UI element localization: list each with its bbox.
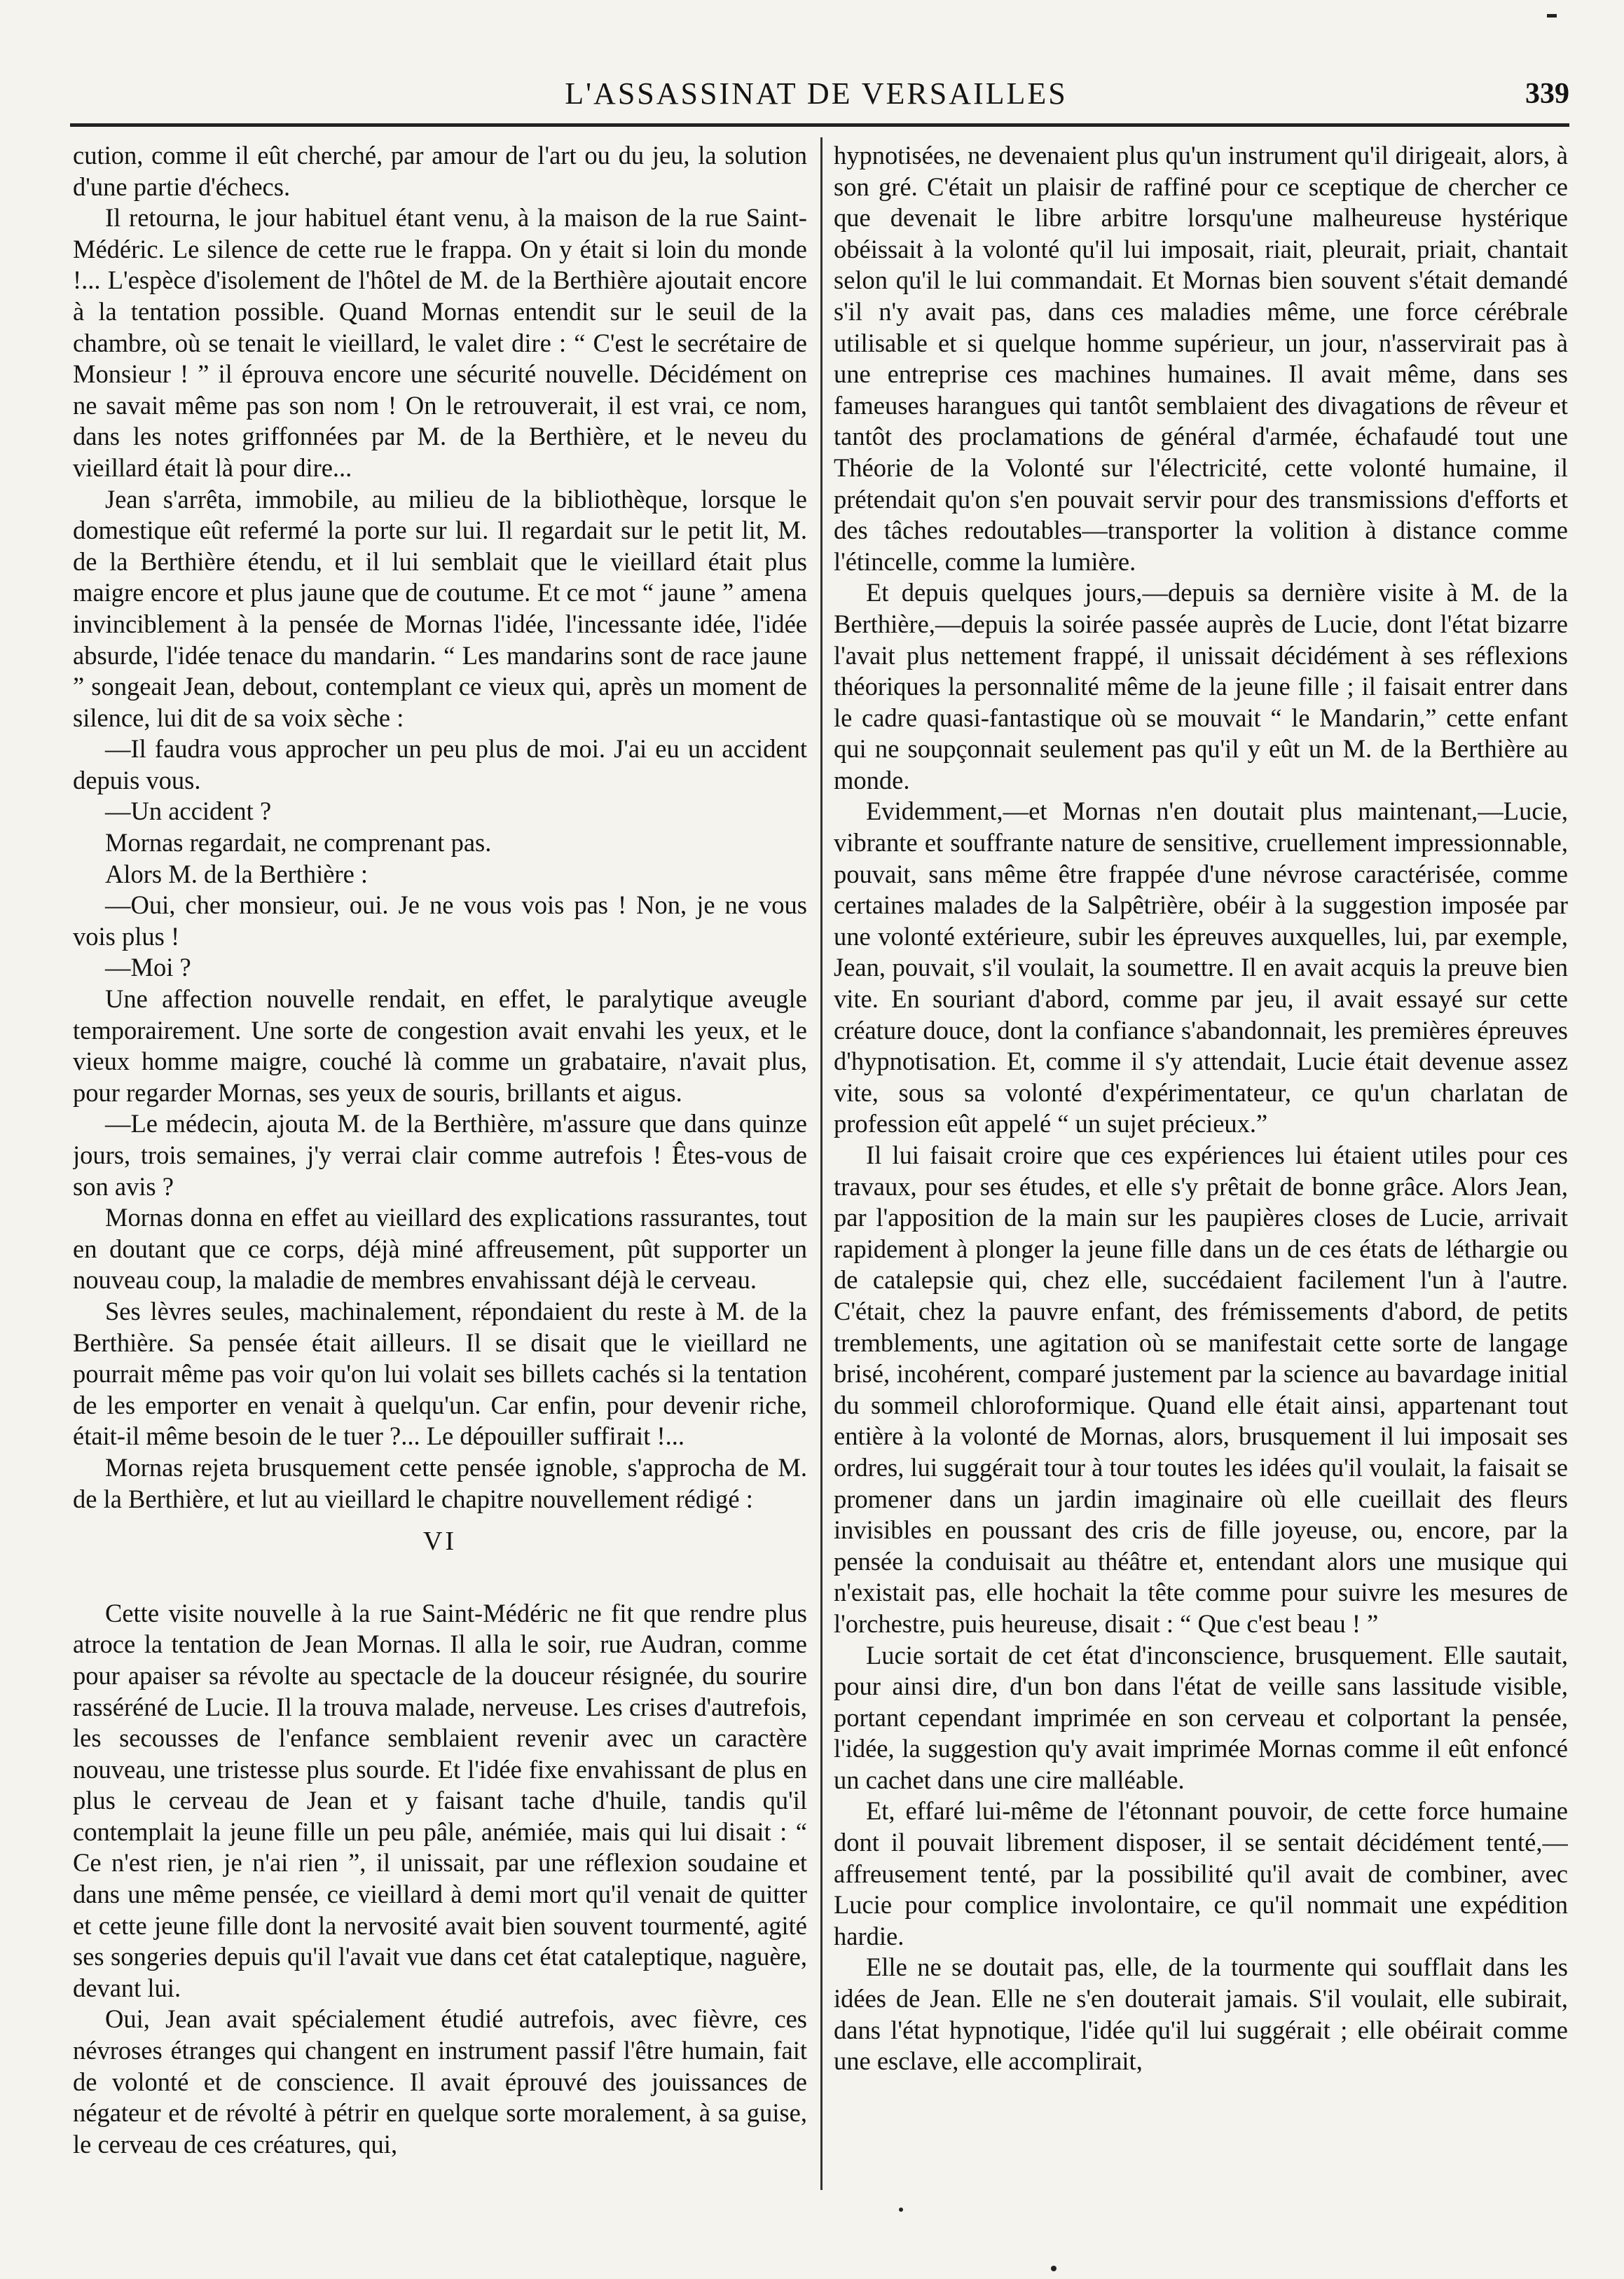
- paragraph: Mornas regardait, ne comprenant pas.: [105, 828, 492, 858]
- paragraph: —Un accident ?: [105, 797, 272, 826]
- left-column: [73, 140, 807, 2193]
- paragraph: Il lui faisait croire que ces expériences lui étaient utiles pour ces travaux, pour ses études, et elle s'y prêtait de bonne grâce. Alors Jean, par l'apposition de la main sur les paupières closes de Lucie, arrivait rapidement à plonger la jeune fille dans un de ces états de léthargie ou de catalepsie qui, chez elle, succédaient facilement l'un à l'autre. C'était, chez la pauvre enfant, des frémissements d'abord, de petits tremblements, une agitation où se manifestait cette sorte de langage brisé, incohérent, comparé justement par la science au bavardage initial du sommeil chloroformique. Quand elle était ainsi, appartenant tout entière à la volonté de Mornas, alors, brusquement il lui imposait ses ordres, lui suggérait tour à tour toutes les idées qu'il voulait, la faisait se promener dans un jardin imaginaire où elle cueillait des fleurs invisibles en poussant des cris de fille joyeuse, ou, encore, par la pensée la conduisait au théâtre et, entendant alors une musique qui n'existait pas, elle hochait la tête comme pour suivre les mesures de l'orchestre, puis heureuse, disait : “ Que c'est beau ! ”: [834, 1141, 1568, 1638]
- paragraph: cution, comme il eût cherché, par amour de l'art ou du jeu, la solution d'une partie d'échecs.: [73, 141, 807, 201]
- paragraph: Il retourna, le jour habituel étant venu, à la maison de la rue Saint-Médéric. Le silence de cette rue le frappa. On y était si loin du monde !... L'espèce d'isolement de l'hôtel de M. de la Berthière ajoutait encore à la tentation possible. Quand Mornas entendit sur le seuil de la chambre, où se tenait le vieillard, le valet dire : “ C'est le secrétaire de Monsieur ! ” il éprouva encore une sécurité nouvelle. Décidément on ne savait même pas son nom ! On le retrouverait, il est vrai, ce nom, dans les notes griffonnées par M. de la Berthière, et le neveu du vieillard était là pour dire...: [73, 203, 807, 482]
- paragraph: Et, effaré lui-même de l'étonnant pouvoir, de cette force humaine dont il pouvait librement disposer, il se sentait décidément tenté,—affreusement tenté, par la possibilité qu'il avait de combiner, avec Lucie pour complice involontaire, ce qu'il nommait une expédition hardie.: [834, 1796, 1568, 1950]
- column-rule: [820, 137, 823, 2190]
- paragraph: Mornas rejeta brusquement cette pensée ignoble, s'approcha de M. de la Berthière, et lut au vieillard le chapitre nouvellement rédigé :: [73, 1452, 807, 1513]
- paragraph: Elle ne se doutait pas, elle, de la tourmente qui soufflait dans les idées de Jean. Elle ne s'en douterait jamais. S'il voulait, elle subirait, dans l'état hypnotique, l'idée qu'il lui suggérait ; elle obéirait comme une esclave, elle accomplirait,: [834, 1953, 1568, 2076]
- paragraph: —Il faudra vous approcher un peu plus de moi. J'ai eu un accident depuis vous.: [73, 734, 807, 794]
- page-number: 339: [1525, 78, 1569, 110]
- running-title: L'ASSASSINAT DE VERSAILLES: [565, 76, 1068, 111]
- paragraph: Jean s'arrêta, immobile, au milieu de la bibliothèque, lorsque le domestique eût refermé la porte sur lui. Il regardait sur le petit lit, M. de la Berthière étendu, et il lui semblait que le vieillard était plus maigre encore et plus jaune que de coutume. Et ce mot “ jaune ” amena invinciblement à la pensée de Mornas l'idée, l'incessante idée, l'idée absurde, l'idée tenace du mandarin. “ Les mandarins sont de race jaune ” songeait Jean, debout, contemplant ce vieux qui, après un moment de silence, lui dit de sa voix sèche :: [73, 484, 807, 732]
- paragraph: —Le médecin, ajouta M. de la Berthière, m'assure que dans quinze jours, trois semaines, j'y verrai clair comme autrefois ! Êtes-vous de son avis ?: [73, 1109, 807, 1201]
- paragraph: Et depuis quelques jours,—depuis sa dernière visite à M. de la Berthière,—depuis la soirée passée auprès de Lucie, dont l'état bizarre l'avait plus nettement frappé, il unissait décidément à ses réflexions théoriques la personnalité même de la jeune fille ; il faisait entrer dans le cadre quasi-fantastique où se mouvait “ le Mandarin,” cette enfant qui ne soupçonnait seulement pas qu'il y eût un M. de la Berthière au monde.: [834, 578, 1568, 794]
- paragraph: Lucie sortait de cet état d'inconscience, brusquement. Elle sautait, pour ainsi dire, d'un bon dans l'état de veille sans lassitude visible, portant cependant imprimée en son cerveau et colportant la pensée, l'idée, la suggestion qu'y avait imprimée Mornas comme il eût enfoncé un cachet dans une cire malléable.: [834, 1640, 1568, 1794]
- ink-speck-top: [1547, 14, 1557, 18]
- paragraph: hypnotisées, ne devenaient plus qu'un instrument qu'il dirigeait, alors, à son gré. C'était un plaisir de raffiné pour ce sceptique de chercher ce que devenait le libre arbitre lorsqu'une malheureuse hystérique obéissait à la volonté qu'il lui imposait, riait, pleurait, priait, chantait selon qu'il le lui commandait. Et Mornas bien souvent s'était demandé s'il n'y avait pas, dans ces maladies même, une force cérébrale utilisable et si quelque homme supérieur, un jour, n'asservirait pas à une entreprise ces machines humaines. Il avait même, dans ses fameuses harangues qui tantôt semblaient des divagations de rêveur et tantôt des proclamations de général d'armée, échafaudé tout une Théorie de la Volonté sur l'électricité, cette volonté humaine, il prétendait qu'on s'en pouvait servir pour des transmissions d'efforts et des tâches redoutables—transporter la volition à distance comme l'étincelle, comme la lumière.: [834, 141, 1568, 576]
- paragraph: Ses lèvres seules, machinalement, répondaient du reste à M. de la Berthière. Sa pensée était ailleurs. Il se disait que le vieillard ne pourrait même pas voir qu'on lui volait ses billets cachés si la tentation de les emporter en venait à quelqu'un. Car enfin, pour devenir riche, était-il même besoin de le tuer ?... Le dépouiller suffirait !...: [73, 1296, 807, 1451]
- paragraph: Alors M. de la Berthière :: [105, 859, 369, 888]
- header-rule: [70, 123, 1569, 127]
- paragraph: —Oui, cher monsieur, oui. Je ne vous vois pas ! Non, je ne vous vois plus !: [73, 890, 807, 951]
- paragraph: Evidemment,—et Mornas n'en doutait plus maintenant,—Lucie, vibrante et souffrante nature de sensitive, cruellement impressionnable, pouvait, sans même être frappée d'une névrose caractérisée, comme certaines malades de la Salpêtrière, obéir à la suggestion imposée par une volonté extérieure, subir les épreuves auxquelles, lui, par exemple, Jean, pouvait, s'il voulait, la soumettre. Il en avait acquis la preuve bien vite. En souriant d'abord, comme par jeu, il avait essayé sur cette créature douce, dont la confiance s'abandonnait, les premières épreuves d'hypnotisation. Et, comme il s'y attendait, Lucie était devenue assez vite, sous sa volonté d'expérimentateur, ce qu'un charlatan de profession eût appelé “ un sujet précieux.”: [834, 797, 1568, 1138]
- ink-dot: [899, 2208, 903, 2212]
- paragraph: Une affection nouvelle rendait, en effet, le paralytique aveugle temporairement. Une sorte de congestion avait envahi les yeux, et le vieux homme maigre, couché là comme un grabataire, n'avait plus, pour regarder Mornas, ses yeux de souris, brillants et aigus.: [73, 984, 807, 1107]
- chapter-heading: VI: [422, 1527, 457, 1557]
- paragraph: Oui, Jean avait spécialement étudié autrefois, avec fièvre, ces névroses étranges qui changent en instrument passif l'être humain, fait de volonté et de conscience. Il avait éprouvé des jouissances de négateur et de révolté à pétrir en quelque sorte moralement, à sa guise, le cerveau de ces créatures, qui,: [73, 2004, 807, 2158]
- paragraph: —Moi ?: [105, 953, 191, 982]
- running-header: [63, 73, 1569, 115]
- paragraph: Mornas donna en effet au vieillard des explications rassurantes, tout en doutant que ce corps, déjà miné affreusement, pût supporter un nouveau coup, la maladie de membres envahissant déjà le cerveau.: [73, 1203, 807, 1295]
- paragraph: Cette visite nouvelle à la rue Saint-Médéric ne fit que rendre plus atroce la tentation de Jean Mornas. Il alla le soir, rue Audran, comme pour apaiser sa révolte au spectacle de la douceur résignée, du sourire rasséréné de Lucie. Il la trouva malade, nerveuse. Les crises d'autrefois, les secousses de l'enfance semblaient revenir avec un caractère nouveau, une tristesse plus sourde. Et l'idée fixe envahissant de plus en plus le cerveau de Jean et y faisant tache d'huile, tandis qu'il contemplait la jeune fille un peu pâle, anémiée, mais qui lui disait : “ Ce n'est rien, je n'ai rien ”, il unissait, par une réflexion soudaine et dans une même pensée, ce vieillard à demi mort qu'il venait de quitter et cette jeune fille dont la nervosité avait bien souvent tourmenté, agité ses songeries depuis qu'il l'avait vue dans cet état cataleptique, naguère, devant lui.: [73, 1598, 807, 2002]
- ink-dot: [1051, 2266, 1057, 2271]
- right-column: [834, 140, 1568, 2193]
